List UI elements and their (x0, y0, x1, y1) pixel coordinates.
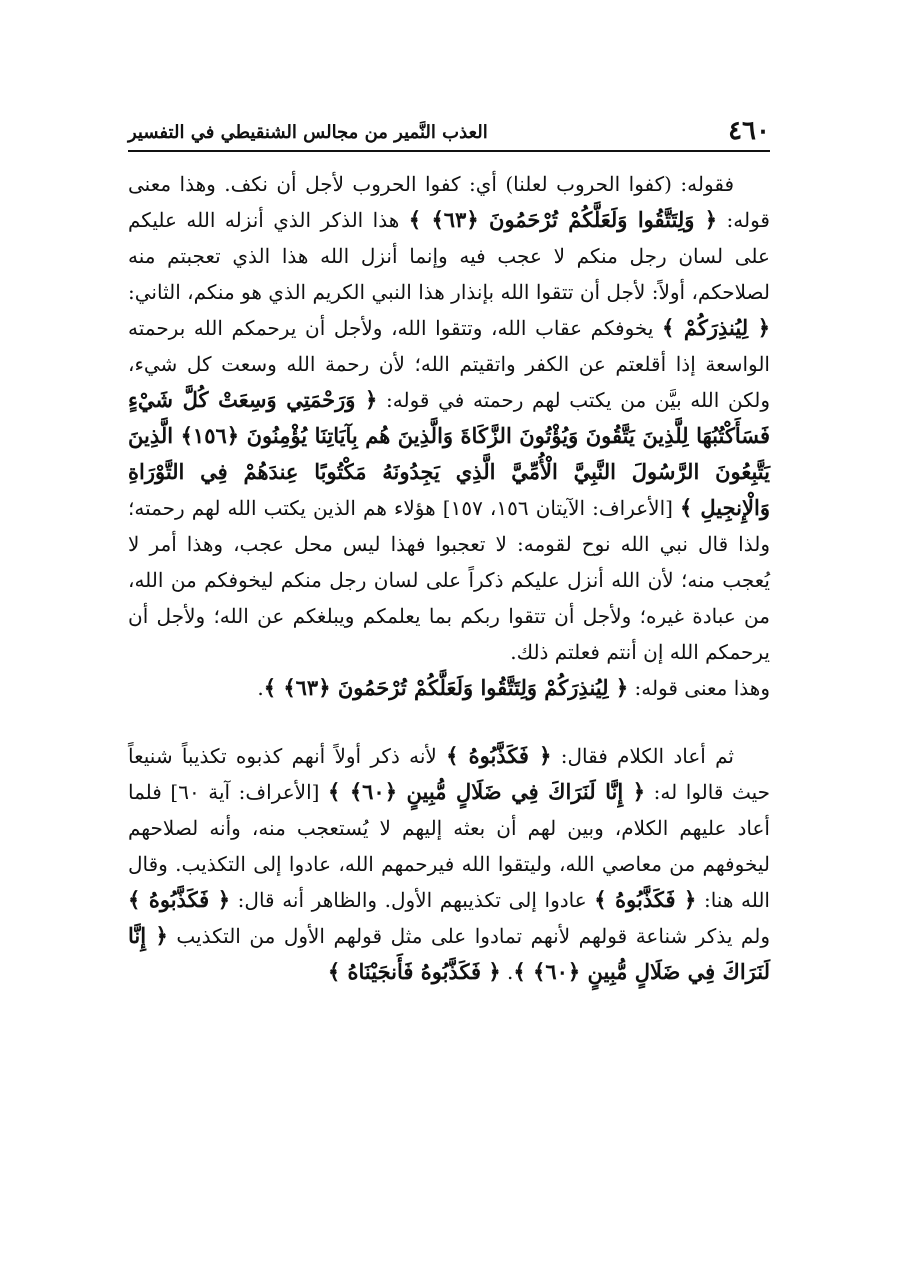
text-segment: . (257, 676, 264, 700)
quran-verse: ﴿ فَكَذَّبُوهُ ﴾ (594, 887, 697, 912)
paragraph-3 (128, 738, 770, 990)
running-title: العذب النَّمير من مجالس الشنقيطي في التفسير (128, 122, 488, 143)
quran-verse: ﴿ لِيُنذِرَكُمْ ﴾ (662, 315, 770, 340)
text-segment: يخوفكم عقاب الله، وتتقوا الله، ولأجل أن يرحمكم الله برحمته الواسعة إذا أقلعتم عن الكفر واتقيتم الله؛ لأن رحمة الله وسعت كل شيء، ولكن الله بيَّن من يكتب لهم رحمته في قوله: (128, 316, 770, 412)
text-segment: [الأعراف: آية ٦٠] فلما أعاد عليهم الكلام، وبين لهم أن بعثه إليهم لا يُستعجب منه، وأنه لصلاحهم ليخوفهم من معاصي الله، وليتقوا الله فيرحمهم الله، عادوا إلى التكذيب. وقال الله هنا: (128, 780, 770, 912)
body-text (128, 166, 770, 990)
quran-verse: ﴿ فَكَذَّبُوهُ ﴾ (128, 887, 231, 912)
text-segment: لأنه ذكر أولاً أنهم كذبوه تكذيباً شنيعاً حيث قالوا له: (128, 744, 771, 804)
text-segment: وهذا معنى قوله: (628, 676, 770, 700)
text-segment: . (500, 960, 514, 984)
text-segment: ثم أعاد الكلام فقال: (551, 744, 734, 768)
quran-verse: ﴿ إِنَّا لَنَرَاكَ فِي ضَلَالٍ مُّبِينٍ ﴿٦٠﴾ ﴾ (328, 779, 646, 804)
paragraph-2 (128, 670, 770, 706)
text-segment: فقوله: (كفوا الحروب لعلنا) أي: كفوا الحروب لأجل أن نكف. وهذا معنى قوله: (128, 172, 770, 232)
quran-verse: ﴿ إِنَّا لَنَرَاكَ فِي ضَلَالٍ مُّبِينٍ ﴿٦٠﴾ ﴾ (128, 923, 770, 984)
page-header (128, 112, 770, 146)
page-number: ٤٦٠ (728, 116, 770, 146)
quran-verse: ﴿ وَرَحْمَتِي وَسِعَتْ كُلَّ شَيْءٍ فَسَأَكْتُبُهَا لِلَّذِينَ يَتَّقُونَ وَيُؤْتُونَ الزَّكَاةَ وَالَّذِينَ هُم بِآيَاتِنَا يُؤْمِنُونَ ﴿١٥٦﴾ الَّذِينَ يَتَّبِعُونَ الرَّسُولَ النَّبِيَّ الْأُمِّيَّ الَّذِي يَجِدُونَهُ مَكْتُوبًا عِندَهُمْ فِي التَّوْرَاةِ وَالْإِنجِيلِ ﴾ (128, 387, 771, 520)
text-segment: عادوا إلى تكذيبهم الأول. والظاهر أنه قال: (230, 888, 595, 912)
quran-verse: ﴿ فَكَذَّبُوهُ ﴾ (446, 743, 552, 768)
quran-verse: ﴿ وَلِتَتَّقُوا وَلَعَلَّكُمْ تُرْحَمُونَ ﴿٦٣﴾ ﴾ (408, 207, 718, 232)
quran-verse: ﴿ فَكَذَّبُوهُ فَأَنجَيْنَاهُ ﴾ (327, 959, 501, 984)
header-rule (128, 150, 770, 152)
paragraph-1 (128, 166, 770, 670)
text-segment: هذا الذكر الذي أنزله الله عليكم على لسان رجل منكم لا عجب فيه وإنما أنزل الله هذا الذي تعجبتم منه لصلاحكم، أولاً: لأجل أن تتقوا الله بإنذار هذا النبي الكريم الذي هو منكم، الثاني: (128, 208, 770, 304)
quran-verse: ﴿ لِيُنذِرَكُمْ وَلِتَتَّقُوا وَلَعَلَّكُمْ تُرْحَمُونَ ﴿٦٣﴾ ﴾ (263, 675, 629, 700)
text-segment: ولم يذكر شناعة قولهم لأنهم تمادوا على مثل قولهم الأول من التكذيب (167, 924, 770, 948)
text-segment: [الأعراف: الآيتان ١٥٦، ١٥٧] هؤلاء هم الذين يكتب الله لهم رحمته؛ ولذا قال نبي الله نوح لقومه: لا تعجبوا فهذا ليس محل عجب، وهذا أمر لا يُعجب منه؛ لأن الله أنزل عليكم ذكراً على لسان رجل منكم ليخوفكم من الله، من عبادة غيره؛ ولأجل أن تتقوا ربكم بما يعلمكم ويبلغكم عن الله؛ ولأجل أن يرحمكم الله إن أنتم فعلتم ذلك. (128, 496, 770, 664)
